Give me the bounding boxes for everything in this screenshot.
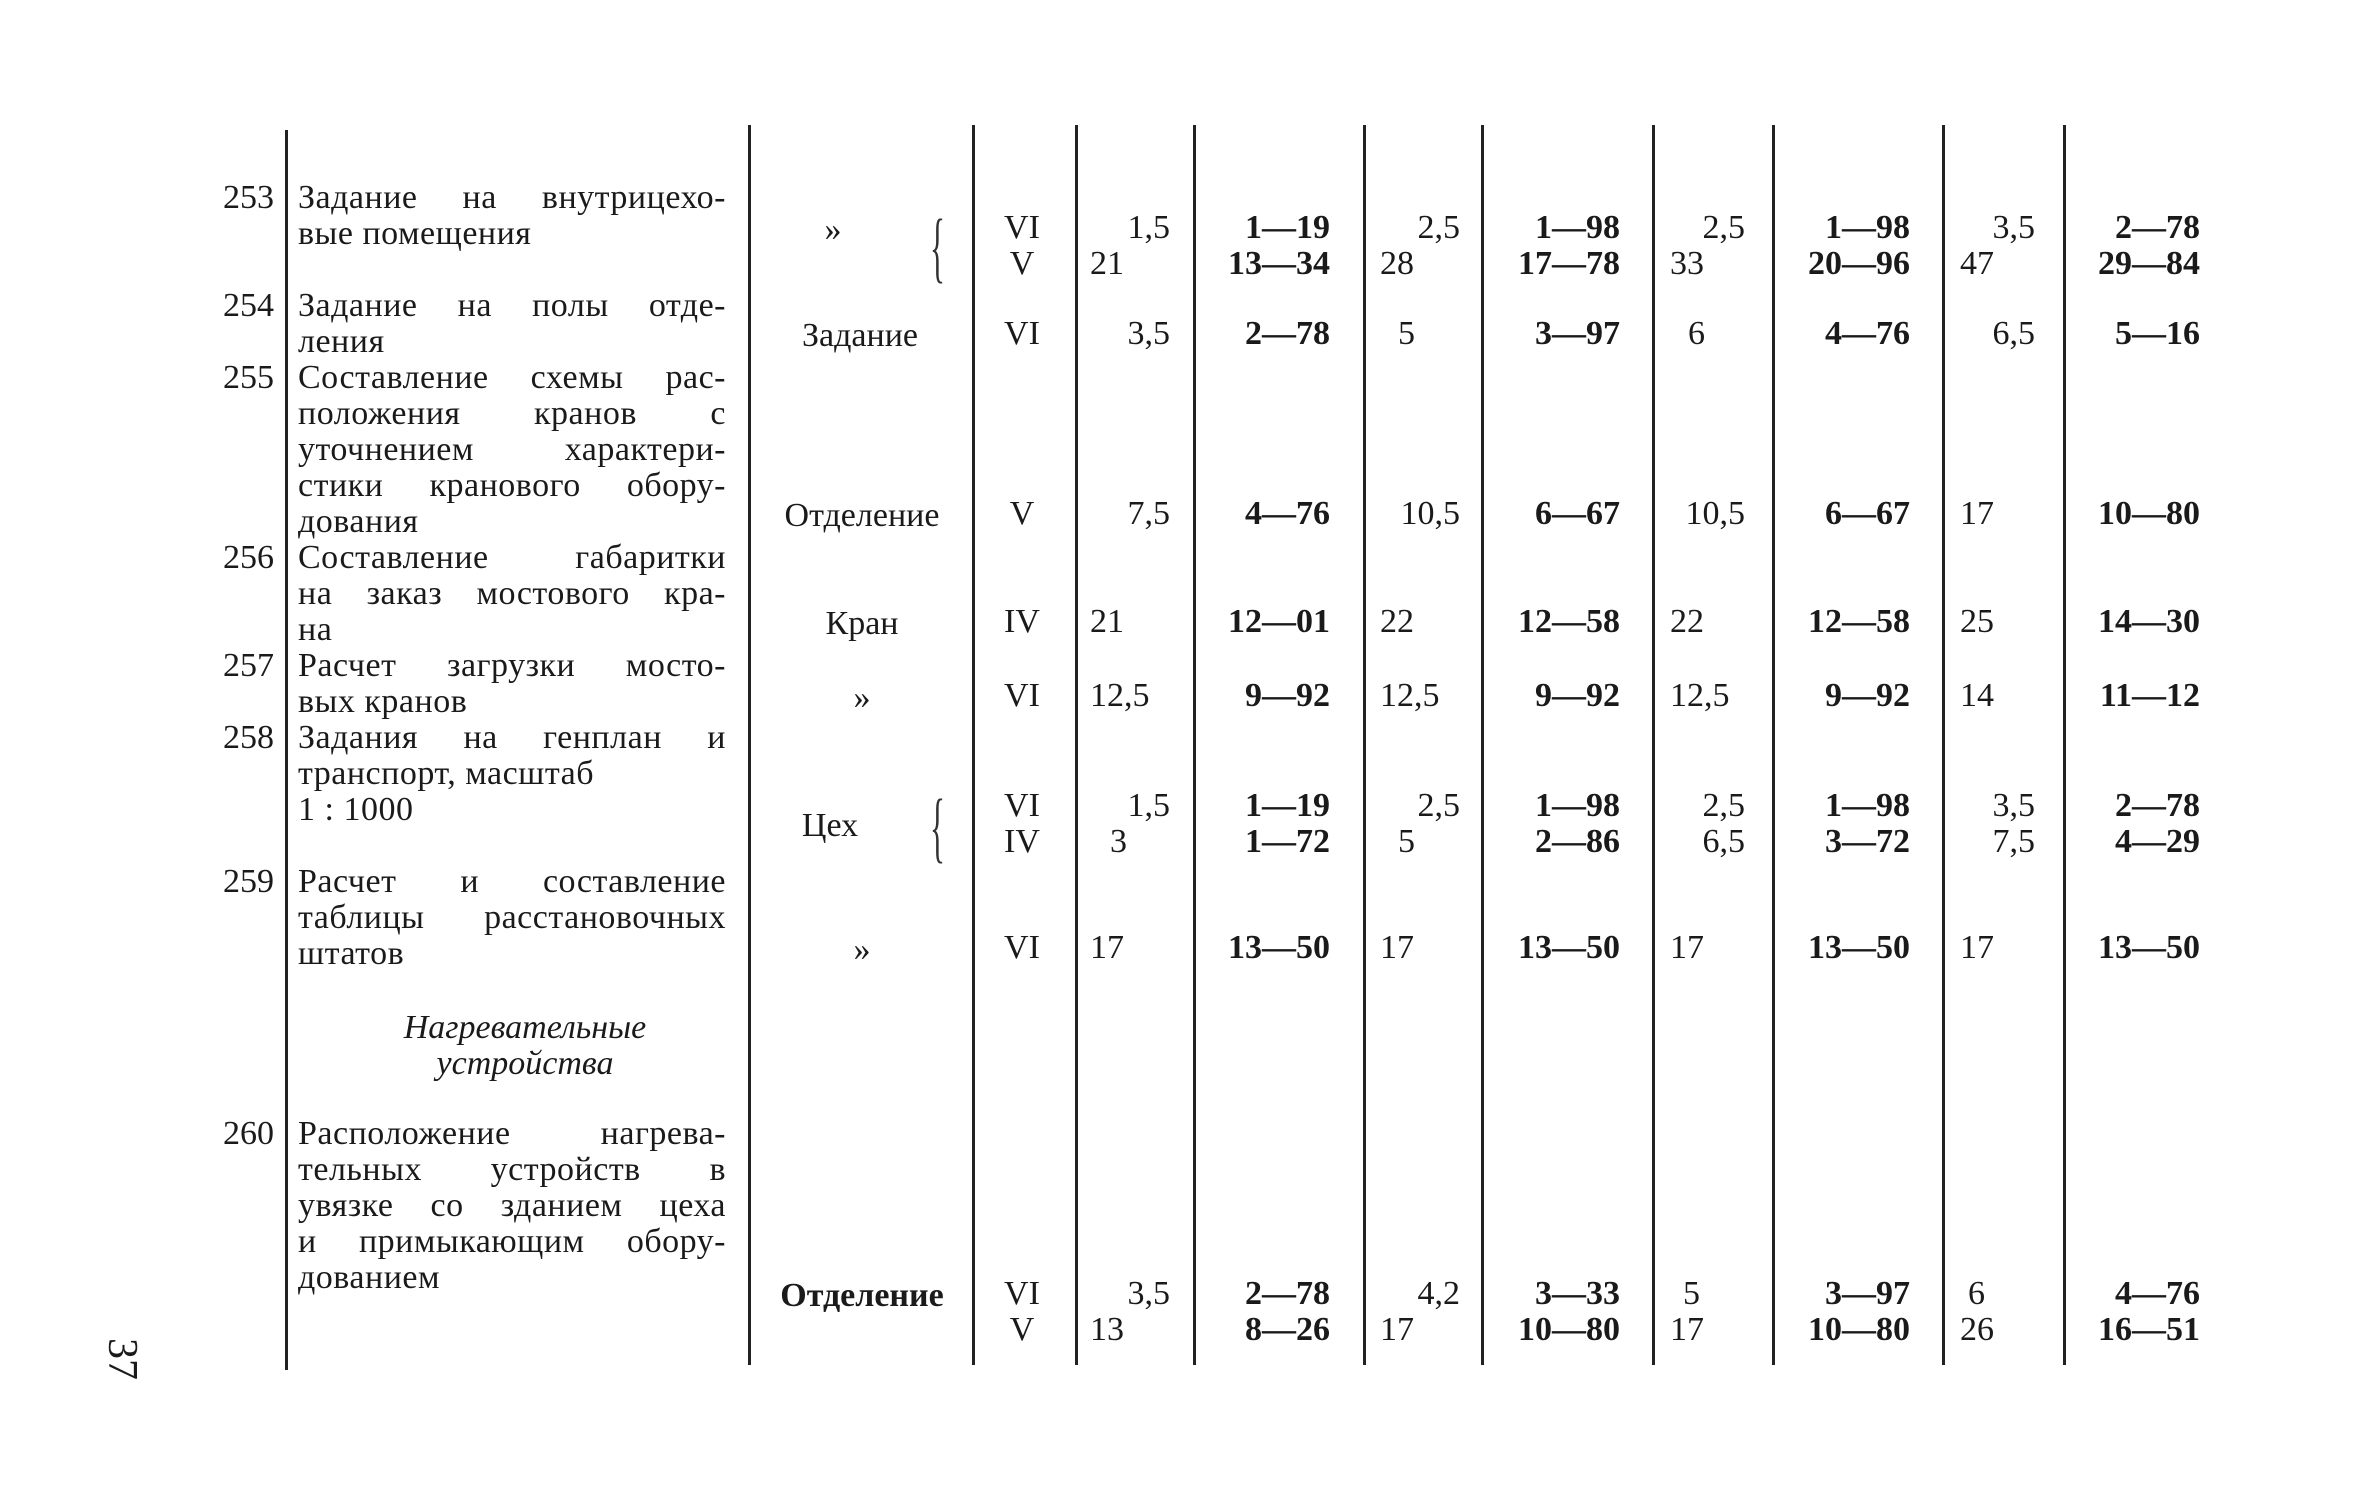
norm-value: 2,5 (1702, 209, 1745, 246)
norm-value: 17 (1670, 1311, 1704, 1348)
norm-value: 3,5 (1992, 787, 2035, 824)
cost-value: 6—67 (1535, 495, 1620, 532)
norm-value: 5 (1398, 315, 1415, 352)
cost-value: 4—29 (2115, 823, 2200, 860)
norm-value: 17 (1960, 495, 1994, 532)
row-category: VI (1004, 929, 1040, 966)
norm-value: 12,5 (1090, 677, 1150, 714)
norm-value: 10,5 (1685, 495, 1745, 532)
cost-value: 13—50 (1228, 929, 1330, 966)
row-category: VI (1004, 315, 1040, 352)
cost-value: 13—50 (2098, 929, 2200, 966)
cost-value: 1—98 (1825, 209, 1910, 246)
row-unit: Цех (801, 807, 859, 844)
cost-value: 2—78 (2115, 787, 2200, 824)
cost-value: 1—98 (1535, 209, 1620, 246)
cost-value: 9—92 (1535, 677, 1620, 714)
row-number: 260 (223, 1115, 274, 1152)
row-description: 1 : 1000 (298, 791, 414, 828)
norm-value: 14 (1960, 677, 1994, 714)
cost-value: 29—84 (2098, 245, 2200, 282)
cost-value: 2—78 (1245, 1275, 1330, 1312)
cost-value: 10—80 (1518, 1311, 1620, 1348)
norm-value: 7,5 (1992, 823, 2035, 860)
norm-value: 3,5 (1127, 1275, 1170, 1312)
norm-value: 21 (1090, 245, 1124, 282)
row-description: Задание на полы отде- (298, 287, 726, 324)
rule-after-value-4 (2063, 125, 2066, 1365)
rule-after-cost-2 (1652, 125, 1655, 1365)
cost-value: 11—12 (2099, 677, 2200, 714)
cost-value: 8—26 (1245, 1311, 1330, 1348)
rule-after-value-1 (1193, 125, 1196, 1365)
row-unit: » (824, 211, 842, 248)
cost-value: 12—58 (1518, 603, 1620, 640)
cost-value: 10—80 (2098, 495, 2200, 532)
cost-value: 6—67 (1825, 495, 1910, 532)
row-unit: » (853, 679, 871, 716)
row-number: 256 (223, 539, 274, 576)
row-category: VI (1004, 677, 1040, 714)
row-description: дования (298, 503, 419, 540)
row-category: IV (1004, 823, 1040, 860)
norm-value: 5 (1683, 1275, 1700, 1312)
cost-value: 5—16 (2115, 315, 2200, 352)
norm-value: 1,5 (1127, 209, 1170, 246)
row-description: на заказ мостового кра- (298, 575, 726, 612)
row-number: 258 (223, 719, 274, 756)
norm-value: 3,5 (1127, 315, 1170, 352)
row-description: транспорт, масштаб (298, 755, 595, 792)
norm-value: 2,5 (1702, 787, 1745, 824)
rule-after-value-3 (1772, 125, 1775, 1365)
row-number: 259 (223, 863, 274, 900)
norm-value: 17 (1670, 929, 1704, 966)
row-unit: Задание (802, 317, 918, 354)
cost-value: 10—80 (1808, 1311, 1910, 1348)
cost-value: 2—86 (1535, 823, 1620, 860)
rule-after-category (1075, 125, 1078, 1365)
row-unit: » (853, 931, 871, 968)
cost-value: 12—58 (1808, 603, 1910, 640)
cost-value: 1—98 (1535, 787, 1620, 824)
cost-value: 2—78 (1245, 315, 1330, 352)
row-number: 253 (223, 179, 274, 216)
cost-value: 4—76 (1825, 315, 1910, 352)
row-category: IV (1004, 603, 1040, 640)
row-unit: Отделение (784, 497, 940, 534)
row-category: V (1009, 495, 1035, 532)
row-description: тельных устройств в (298, 1151, 726, 1188)
cost-value: 9—92 (1245, 677, 1330, 714)
norm-value: 6,5 (1702, 823, 1745, 860)
row-description: Составление схемы рас- (298, 359, 726, 396)
cost-value: 13—50 (1808, 929, 1910, 966)
norm-value: 2,5 (1417, 209, 1460, 246)
row-description: вых кранов (298, 683, 468, 720)
row-unit: Кран (825, 605, 899, 642)
row-description: и примыкающим обору- (298, 1223, 726, 1260)
cost-value: 3—97 (1825, 1275, 1910, 1312)
cost-value: 13—34 (1228, 245, 1330, 282)
norm-value: 4,2 (1417, 1275, 1460, 1312)
row-description: Расчет загрузки мосто- (298, 647, 726, 684)
norm-value: 17 (1960, 929, 1994, 966)
cost-value: 12—01 (1228, 603, 1330, 640)
row-category: V (1009, 245, 1035, 282)
row-number: 254 (223, 287, 274, 324)
row-description: Задание на внутрицехо- (298, 179, 726, 216)
row-description: положения кранов с (298, 395, 726, 432)
norm-value: 3,5 (1992, 209, 2035, 246)
norm-value: 25 (1960, 603, 1994, 640)
norm-value: 21 (1090, 603, 1124, 640)
norm-value: 33 (1670, 245, 1704, 282)
norm-value: 3 (1110, 823, 1127, 860)
rule-after-unit (972, 125, 975, 1365)
row-description: Задания на генплан и (298, 719, 726, 756)
rule-after-description (748, 125, 751, 1365)
norm-value: 5 (1398, 823, 1415, 860)
cost-value: 3—33 (1535, 1275, 1620, 1312)
brace-icon: { (930, 203, 945, 290)
norm-value: 6,5 (1992, 315, 2035, 352)
cost-value: 1—98 (1825, 787, 1910, 824)
norm-value: 13 (1090, 1311, 1124, 1348)
cost-value: 3—72 (1825, 823, 1910, 860)
norm-value: 7,5 (1127, 495, 1170, 532)
norm-value: 17 (1380, 1311, 1414, 1348)
norm-value: 47 (1960, 245, 1994, 282)
cost-value: 13—50 (1518, 929, 1620, 966)
rule-after-cost-3 (1942, 125, 1945, 1365)
norm-value: 6 (1968, 1275, 1985, 1312)
rule-after-value-2 (1481, 125, 1484, 1365)
row-description: на (298, 611, 333, 648)
norm-value: 22 (1380, 603, 1414, 640)
row-description: штатов (298, 935, 405, 972)
row-category: VI (1004, 787, 1040, 824)
row-number: 257 (223, 647, 274, 684)
row-description: таблицы расстановочных (298, 899, 726, 936)
rule-after-number (285, 130, 288, 1370)
row-description: стики кранового обору- (298, 467, 726, 504)
page-number: 37 (99, 1338, 145, 1380)
section-heading: Нагревательные устройства (403, 1009, 647, 1082)
row-description: Составление габаритки (298, 539, 726, 576)
norm-value: 28 (1380, 245, 1414, 282)
row-unit: Отделение (780, 1277, 944, 1314)
row-description: ления (298, 323, 385, 360)
cost-value: 17—78 (1518, 245, 1620, 282)
row-description: вые помещения (298, 215, 532, 252)
norm-value: 17 (1090, 929, 1124, 966)
norm-value: 1,5 (1127, 787, 1170, 824)
norm-value: 17 (1380, 929, 1414, 966)
cost-value: 4—76 (1245, 495, 1330, 532)
norm-value: 12,5 (1380, 677, 1440, 714)
cost-value: 2—78 (2115, 209, 2200, 246)
cost-value: 3—97 (1535, 315, 1620, 352)
cost-value: 14—30 (2098, 603, 2200, 640)
row-category: VI (1004, 1275, 1040, 1312)
cost-value: 16—51 (2098, 1311, 2200, 1348)
norm-value: 22 (1670, 603, 1704, 640)
row-description: увязке со зданием цеха (298, 1187, 726, 1224)
rule-after-cost-1 (1363, 125, 1366, 1365)
norm-value: 6 (1688, 315, 1705, 352)
row-category: V (1009, 1311, 1035, 1348)
row-description: Расположение нагрева- (298, 1115, 726, 1152)
cost-value: 4—76 (2115, 1275, 2200, 1312)
row-category: VI (1004, 209, 1040, 246)
brace-icon: { (930, 783, 945, 870)
cost-value: 1—19 (1245, 209, 1330, 246)
cost-value: 1—72 (1245, 823, 1330, 860)
norm-value: 2,5 (1417, 787, 1460, 824)
row-description: дованием (298, 1259, 440, 1296)
cost-value: 1—19 (1245, 787, 1330, 824)
row-number: 255 (223, 359, 274, 396)
cost-value: 9—92 (1825, 677, 1910, 714)
norm-value: 26 (1960, 1311, 1994, 1348)
norm-value: 12,5 (1670, 677, 1730, 714)
norm-value: 10,5 (1400, 495, 1460, 532)
row-description: уточнением характери- (298, 431, 726, 468)
cost-value: 20—96 (1808, 245, 1910, 282)
row-description: Расчет и составление (298, 863, 726, 900)
